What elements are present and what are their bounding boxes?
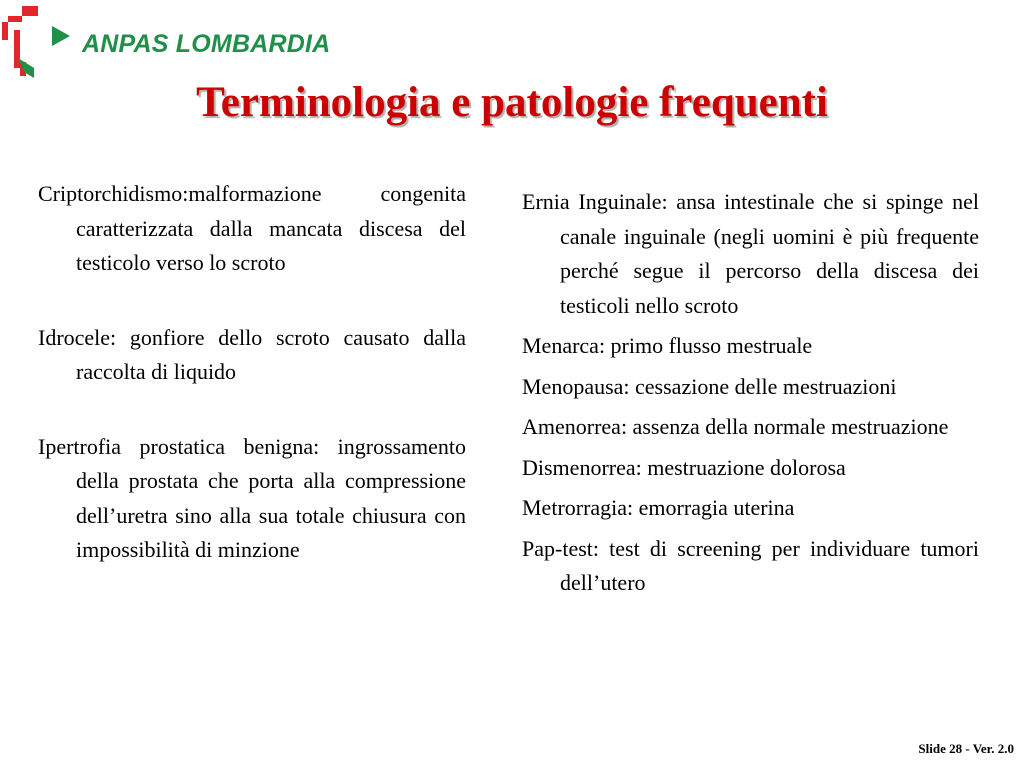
term-item: Menopausa: cessazione delle mestruazioni	[522, 373, 897, 399]
term-item: Criptorchidismo:malformazione congenita caratterizzata dalla mancata discesa del testicolo verso lo scroto	[38, 181, 466, 275]
anpas-cross-icon	[0, 0, 80, 80]
right-term-list	[522, 185, 979, 607]
logo-text: ANPAS LOMBARDIA	[82, 30, 331, 58]
slide-title: Terminologia e patologie frequenti	[196, 79, 828, 126]
term-item: Ipertrofia prostatica benigna: ingrossamento della prostata che porta alla compressione dell’uretra sino alla sua totale chiusura con impossibilità di minzione	[38, 433, 466, 562]
term-item: Amenorrea: assenza della normale mestruazione	[522, 414, 949, 439]
anpas-logo	[0, 0, 330, 80]
term-item: Menarca: primo flusso mestruale	[522, 333, 813, 358]
term-item: Metrorragia: emorragia uterina	[522, 495, 795, 520]
term-item: Idrocele: gonfiore dello scroto causato dalla raccolta di liquido	[38, 324, 466, 384]
slide-number: Slide 28 - Ver. 2.0	[918, 741, 1014, 756]
left-term-list	[38, 177, 466, 608]
term-item: Dismenorrea: mestruazione dolorosa	[522, 454, 846, 480]
term-item: Ernia Inguinale: ansa intestinale che si spinge nel canale inguinale (negli uomini è più frequente perché segue il percorso della discesa dei testicoli nello scroto	[522, 189, 979, 318]
term-item: Pap-test: test di screening per individuare tumori dell’utero	[522, 535, 979, 595]
